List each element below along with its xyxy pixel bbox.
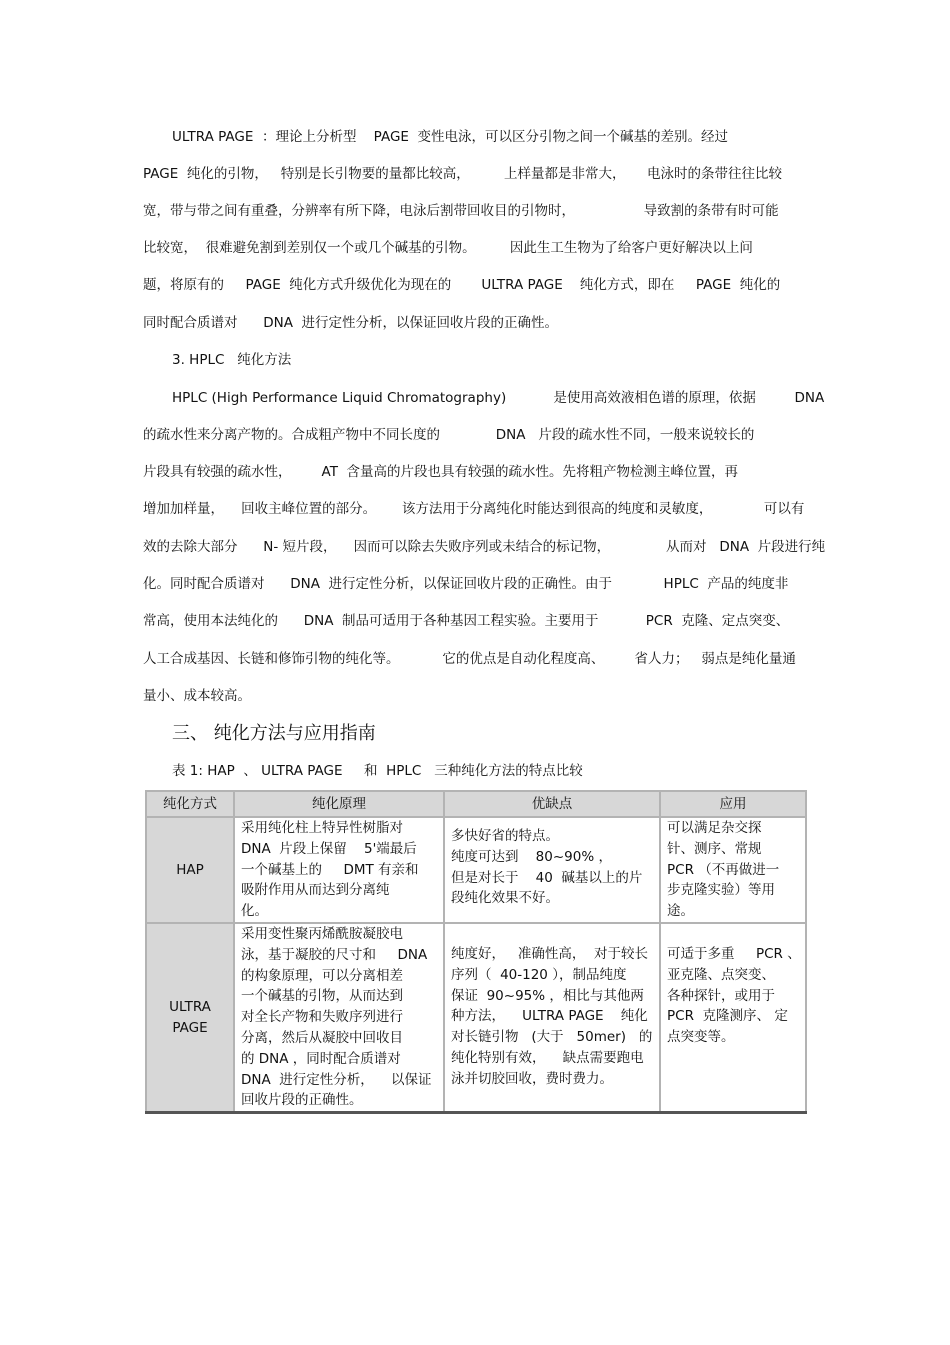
paragraph-line: 题，将原有的 PAGE 纯化方式升级优化为现在的 ULTRA PAGE 纯化方式，即在 PAGE 纯化的	[143, 277, 781, 293]
method-cell: ULTRA PAGE	[146, 923, 234, 1113]
paragraph-line: 比较宽， 很难避免割到差别仅一个或几个碱基的引物。 因此生工生物为了给客户更好解决以上问	[143, 240, 753, 256]
paragraph-line: PAGE 纯化的引物， 特别是长引物要的量都比较高， 上样量都是非常大， 电泳时的条带往往比较	[143, 166, 783, 182]
paragraph-line: 宽，带与带之间有重叠，分辨率有所下降，电泳后割带回收目的引物时， 导致割的条带有时可能	[143, 203, 779, 219]
header-cell-method: 纯化方式	[146, 791, 234, 817]
table-row	[146, 923, 806, 1113]
subsection-title: 3. HPLC 纯化方法	[172, 352, 292, 368]
paragraph-line: 同时配合质谱对 DNA 进行定性分析，以保证回收片段的正确性。	[143, 315, 559, 331]
application-cell: 可以满足杂交探 针、测序、常规 PCR （不再做进一 步克隆实验）等用 途。	[660, 817, 806, 923]
paragraph-line: 片段具有较强的疏水性， AT 含量高的片段也具有较强的疏水性。先将粗产物检测主峰位置，再	[143, 464, 739, 480]
paragraph-line: 常高，使用本法纯化的 DNA 制品可适用于各种基因工程实验。主要用于 PCR 克隆、定点突变、	[143, 613, 790, 629]
paragraph-line: 增加加样量， 回收主峰位置的部分。 该方法用于分离纯化时能达到很高的纯度和灵敏度， 可以有	[143, 501, 805, 517]
pros-cons-cell: 纯度好， 准确性高， 对于较长 序列（ 40-120 ），制品纯度 保证 90~95% ，相比与其他两 种方法， ULTRA PAGE 纯化 对长链引物 (大于 50mer) 的 纯化特别有效， 缺点需要跑电 泳并切胶回收，费时费力。	[444, 923, 660, 1113]
method-cell: HAP	[146, 817, 234, 923]
paragraph-line: 化。同时配合质谱对 DNA 进行定性分析，以保证回收片段的正确性。由于 HPLC 产品的纯度非	[143, 576, 789, 592]
paragraph-line: 量小、成本较高。	[143, 688, 251, 704]
header-cell-principle: 纯化原理	[234, 791, 444, 817]
principle-cell: 采用纯化柱上特异性树脂对 DNA 片段上保留 5'端最后 一个碱基上的 DMT 有亲和 吸附作用从而达到分离纯 化。	[234, 817, 444, 923]
paragraph-line: ULTRA PAGE ：理论上分析型 PAGE 变性电泳，可以区分引物之间一个碱基的差别。经过	[172, 129, 729, 145]
pros-cons-cell: 多快好省的特点。 纯度可达到 80~90% ， 但是对长于 40 碱基以上的片 段纯化效果不好。	[444, 817, 660, 923]
paragraph-line: HPLC (High Performance Liquid Chromatography) 是使用高效液相色谱的原理，依据 DNA	[172, 390, 825, 406]
principle-cell: 采用变性聚丙烯酰胺凝胶电 泳，基于凝胶的尺寸和 DNA 的构象原理，可以分离相差 一个碱基的引物，从而达到 对全长产物和失败序列进行 分离，然后从凝胶中回收目 的 DNA ，同时配合质谱对 DNA 进行定性分析， 以保证 回收片段的正确性。	[234, 923, 444, 1113]
comparison-table	[145, 790, 807, 1114]
paragraph-line: 的疏水性来分离产物的。合成粗产物中不同长度的 DNA 片段的疏水性不同，一般来说较长的	[143, 427, 755, 443]
table-header-row	[146, 791, 806, 817]
paragraph-line: 效的去除大部分 N- 短片段， 因而可以除去失败序列或未结合的标记物， 从而对 DNA 片段进行纯	[143, 539, 826, 555]
table-caption: 表 1: HAP 、 ULTRA PAGE 和 HPLC 三种纯化方法的特点比较	[172, 763, 583, 779]
table-row	[146, 817, 806, 923]
header-cell-application: 应用	[660, 791, 806, 817]
header-cell-pros-cons: 优缺点	[444, 791, 660, 817]
paragraph-line: 人工合成基因、长链和修饰引物的纯化等。 它的优点是自动化程度高、 省人力； 弱点是纯化量通	[143, 651, 796, 667]
section-heading: 三、 纯化方法与应用指南	[172, 723, 376, 744]
application-cell: 可适于多重 PCR 、 亚克隆、点突变、 各种探针，或用于 PCR 克隆测序、 定 点突变等。	[660, 923, 806, 1113]
